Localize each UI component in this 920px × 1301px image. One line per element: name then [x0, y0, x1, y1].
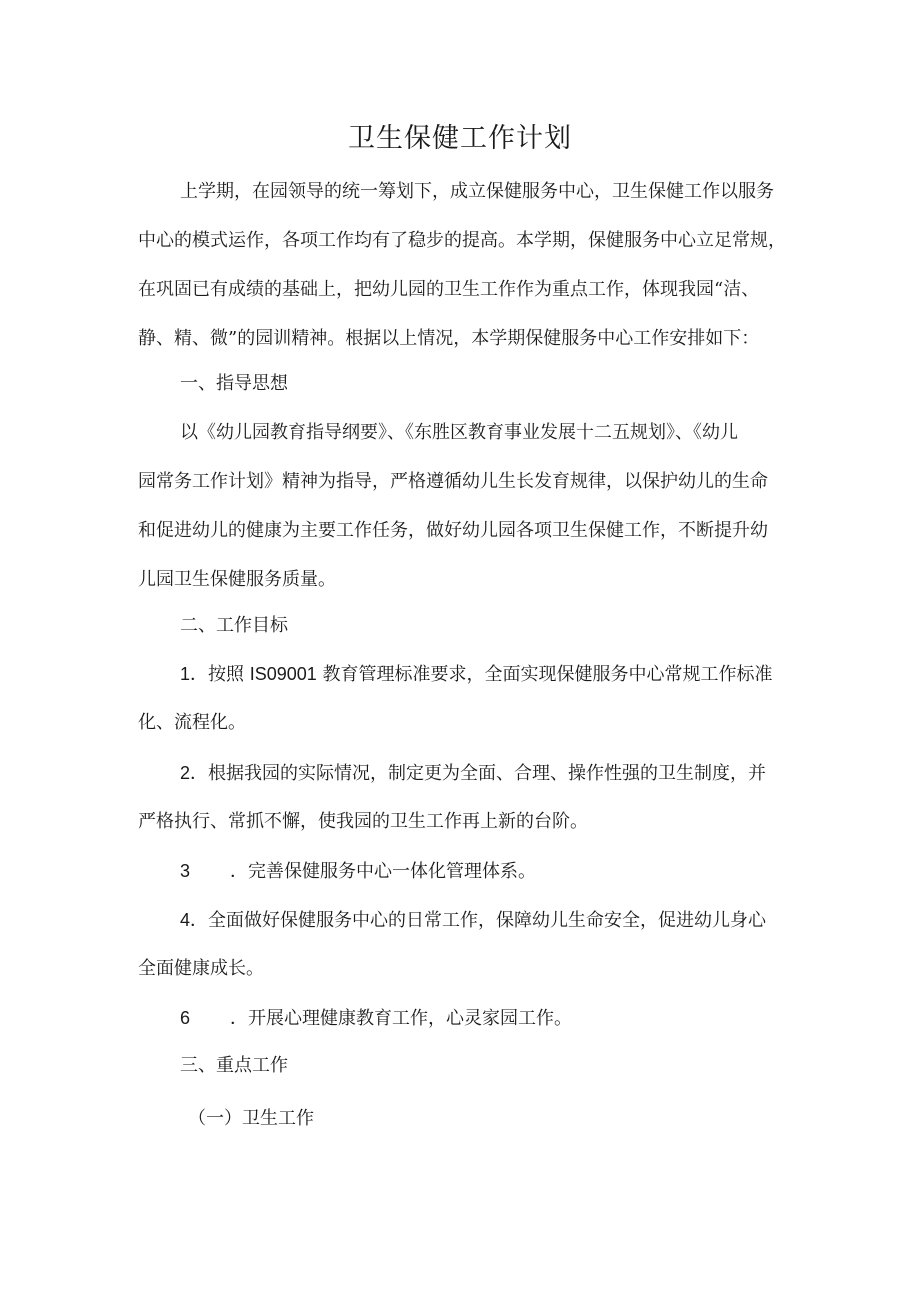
- goal-number-3: 3: [180, 861, 191, 881]
- section-1-line-1: 以《幼儿园教育指导纲要》、《东胜区教育事业发展十二五规划》、《幼儿: [180, 422, 738, 443]
- goal-number-6: 6: [180, 1008, 191, 1028]
- goal-item-6: [180, 1006, 572, 1031]
- section-1-heading: 一、指导思想: [180, 373, 288, 394]
- intro-line-3: 在巩固已有成绩的基础上，把幼儿园的卫生工作作为重点工作，体现我园“洁、: [138, 279, 760, 300]
- goal-text-3: ．完善保健服务中心一体化管理体系。: [230, 861, 536, 882]
- section-1-line-3: 和促进幼儿的健康为主要工作任务，做好幼儿园各项卫生保健工作，不断提升幼: [138, 520, 768, 541]
- goal-item-2: [180, 761, 766, 786]
- section-1-line-4: 儿园卫生保健服务质量。: [138, 569, 336, 590]
- section-1-line-2: 园常务工作计划》精神为指导，严格遵循幼儿生长发育规律，以保护幼儿的生命: [138, 471, 768, 492]
- goal-item-4-cont: 全面健康成长。: [138, 958, 264, 979]
- goal-item-3: [180, 859, 536, 884]
- document-title: 卫生保健工作计划: [348, 123, 572, 154]
- goal-item-4: [180, 908, 766, 933]
- goal-text-1-post: 教育管理标准要求，全面实现保健服务中心常规工作标准: [316, 664, 773, 685]
- intro-line-2: 中心的模式运作，各项工作均有了稳步的提高。本学期，保健服务中心立足常规，: [138, 230, 786, 251]
- goal-item-1-cont: 化、流程化。: [138, 712, 246, 733]
- goal-text-6: ．开展心理健康教育工作，心灵家园工作。: [230, 1008, 572, 1029]
- goal-text-2: ．根据我园的实际情况，制定更为全面、合理、操作性强的卫生制度，并: [190, 763, 767, 784]
- goal-code: IS09001: [249, 664, 317, 684]
- goal-text-1-pre: ．按照: [190, 664, 250, 685]
- goal-number-2: 2: [180, 763, 191, 783]
- goal-number-1: 1: [180, 664, 191, 684]
- goal-item-1: [180, 662, 773, 687]
- section-3-heading: 三、重点工作: [180, 1055, 288, 1076]
- goal-number-4: 4: [180, 910, 191, 930]
- intro-line-4: 静、精、微”的园训精神。根据以上情况，本学期保健服务中心工作安排如下：: [138, 328, 760, 349]
- goal-text-4: ．全面做好保健服务中心的日常工作，保障幼儿生命安全，促进幼儿身心: [190, 910, 767, 931]
- section-2-heading: 二、工作目标: [180, 615, 288, 636]
- goal-item-2-cont: 严格执行、常抓不懈，使我园的卫生工作再上新的台阶。: [138, 811, 588, 832]
- section-3-sub-1: （一）卫生工作: [188, 1108, 314, 1129]
- intro-line-1: 上学期，在园领导的统一筹划下，成立保健服务中心，卫生保健工作以服务: [180, 181, 774, 202]
